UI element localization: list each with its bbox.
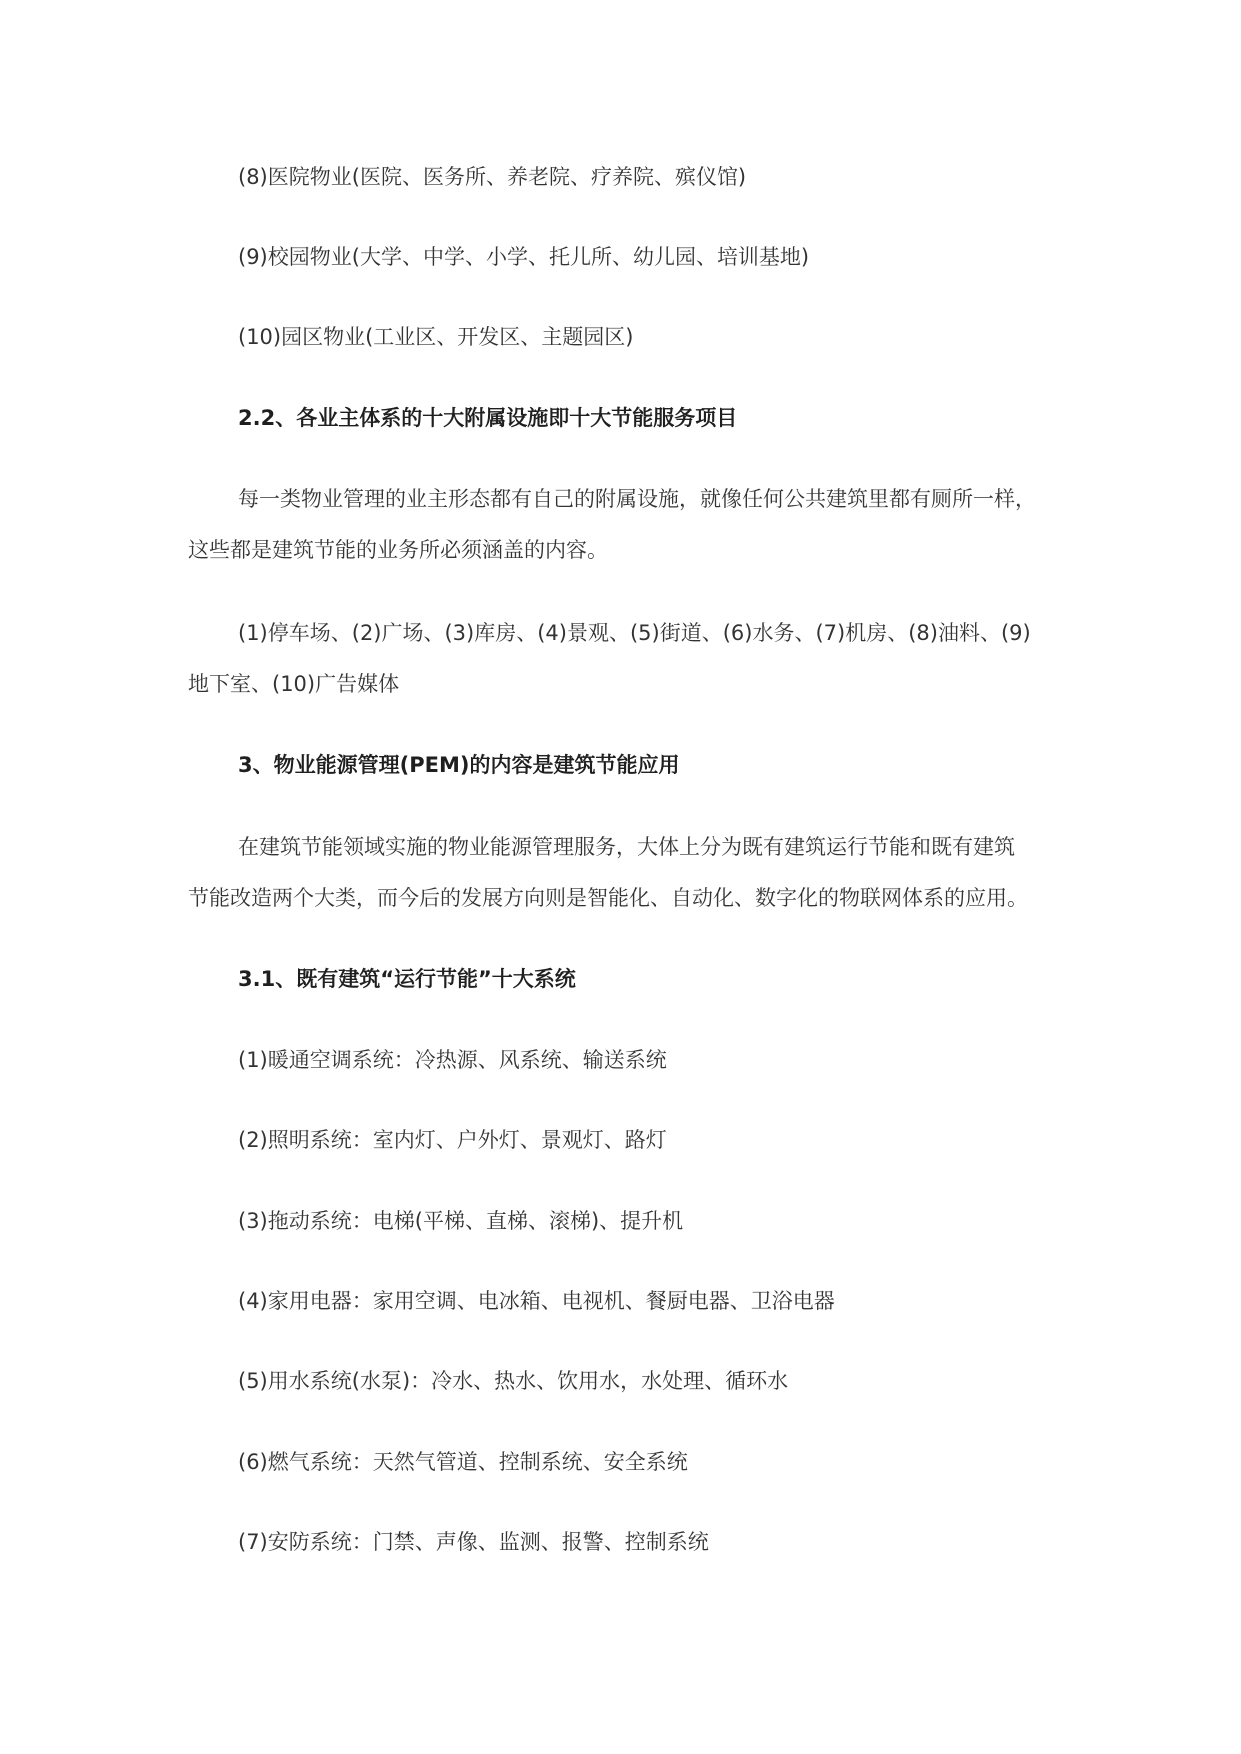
list-item-campus-property: (9)校园物业(大学、中学、小学、托儿所、幼儿园、培训基地) [238, 245, 810, 269]
paragraph-line: 节能改造两个大类，而今后的发展方向则是智能化、自动化、数字化的物联网体系的应用。 [188, 886, 1028, 910]
paragraph-line: 每一类物业管理的业主形态都有自己的附属设施，就像任何公共建筑里都有厕所一样， [238, 487, 1036, 511]
paragraph-line: 在建筑节能领域实施的物业能源管理服务，大体上分为既有建筑运行节能和既有建筑 [238, 835, 1015, 859]
list-item-park-property: (10)园区物业(工业区、开发区、主题园区) [238, 325, 634, 349]
paragraph-line: 地下室、(10)广告媒体 [188, 672, 400, 696]
paragraph-line: (1)停车场、(2)广场、(3)库房、(4)景观、(5)街道、(6)水务、(7)机房、(8)油料、(9) [238, 621, 1031, 645]
section-heading-3: 3、物业能源管理(PEM)的内容是建筑节能应用 [238, 753, 680, 777]
paragraph-line: 这些都是建筑节能的业务所必须涵盖的内容。 [188, 538, 608, 562]
section-heading-3-1: 3.1、既有建筑“运行节能”十大系统 [238, 967, 576, 991]
section-heading-2-2: 2.2、各业主体系的十大附属设施即十大节能服务项目 [238, 406, 738, 430]
list-item-hospital-property: (8)医院物业(医院、医务所、养老院、疗养院、殡仪馆) [238, 165, 747, 189]
list-item-gas: (6)燃气系统：天然气管道、控制系统、安全系统 [238, 1450, 688, 1474]
list-item-security: (7)安防系统：门禁、声像、监测、报警、控制系统 [238, 1530, 709, 1554]
list-item-hvac: (1)暖通空调系统：冷热源、风系统、输送系统 [238, 1048, 667, 1072]
list-item-drive: (3)拖动系统：电梯(平梯、直梯、滚梯)、提升机 [238, 1209, 684, 1233]
list-item-lighting: (2)照明系统：室内灯、户外灯、景观灯、路灯 [238, 1128, 667, 1152]
list-item-appliances: (4)家用电器：家用空调、电冰箱、电视机、餐厨电器、卫浴电器 [238, 1289, 835, 1313]
list-item-water: (5)用水系统(水泵)：冷水、热水、饮用水，水处理、循环水 [238, 1369, 789, 1393]
